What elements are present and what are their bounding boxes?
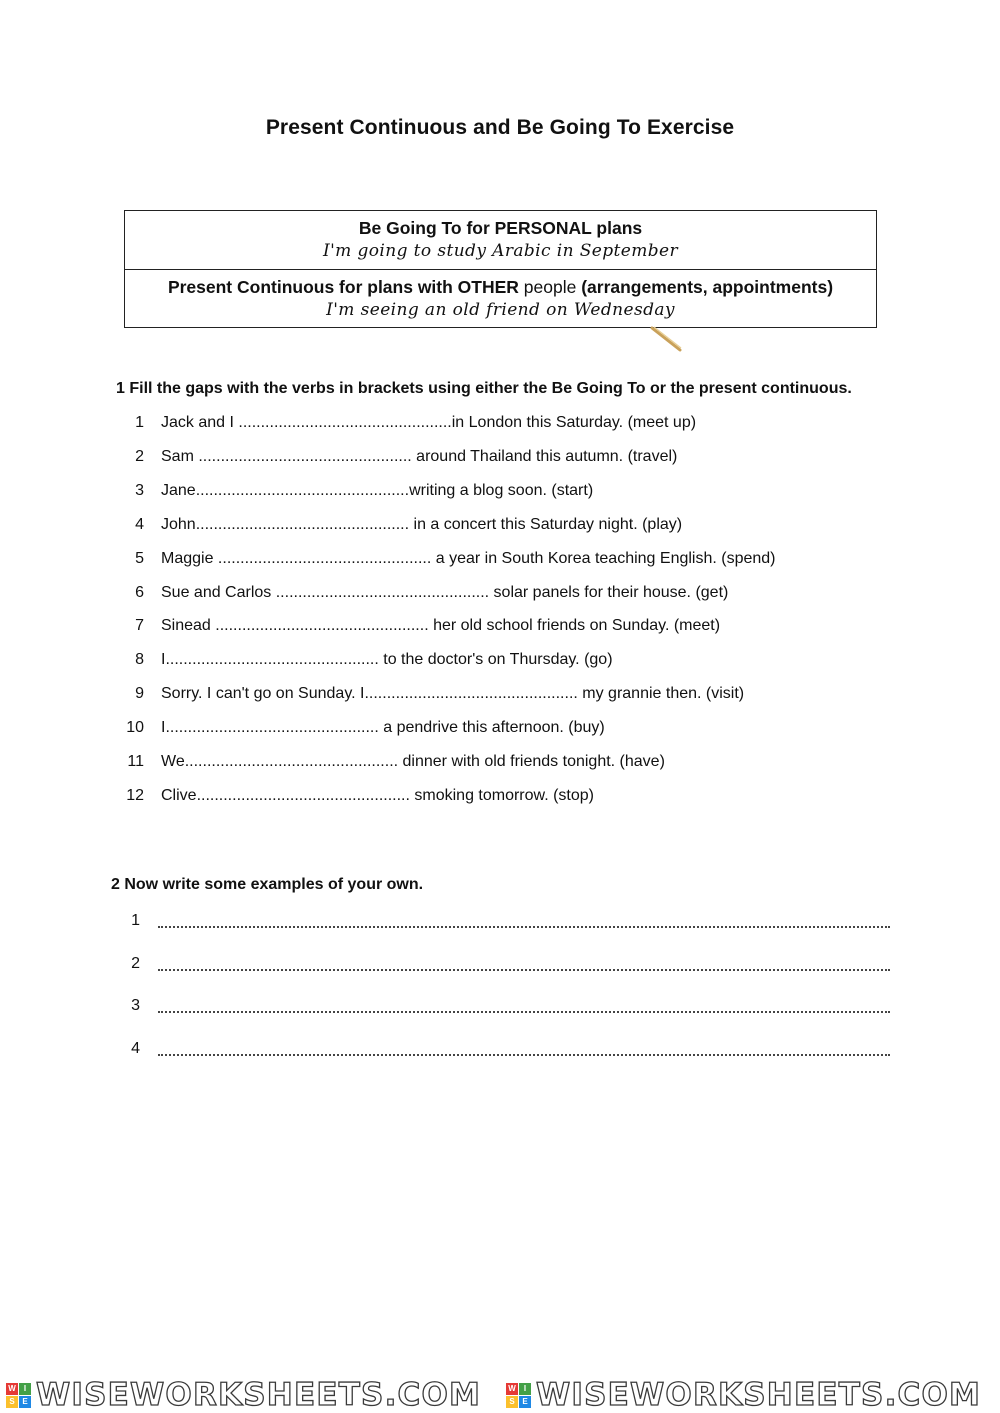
logo-letter: E — [19, 1396, 31, 1408]
item-number: 7 — [135, 617, 144, 635]
item-number: 2 — [135, 447, 144, 465]
worksheet-title: Present Continuous and Be Going To Exercise — [265, 116, 735, 139]
logo-letter: E — [519, 1396, 531, 1408]
own-example-answer-line[interactable] — [158, 926, 890, 928]
own-example-answer-line[interactable] — [158, 1054, 890, 1056]
item-sentence[interactable]: Jack and I ................................................in London this Saturday. (meet up) — [161, 414, 697, 431]
own-example-number: 2 — [131, 954, 140, 972]
rule-pc-heading-part2: people — [518, 277, 582, 297]
rule-present-continuous — [125, 269, 876, 327]
rule-going-to — [125, 211, 876, 269]
logo-letter: I — [19, 1383, 31, 1395]
logo-letter: S — [6, 1396, 18, 1408]
own-example-answer-line[interactable] — [158, 1011, 890, 1013]
item-sentence[interactable]: John................................................ in a concert this Saturday night. (play) — [161, 515, 683, 533]
grammar-rules-box — [124, 210, 877, 328]
item-number: 1 — [135, 414, 144, 431]
rule-going-to-heading: Be Going To for PERSONAL plans — [358, 218, 643, 238]
item-sentence[interactable]: Sinead ................................................ her old school friends on Sunday. (meet) — [161, 617, 721, 635]
item-sentence[interactable]: Sorry. I can't go on Sunday. I................................................ my grannie then. (visit) — [161, 685, 745, 703]
item-sentence[interactable]: Sue and Carlos ................................................ solar panels for their house. (get) — [161, 583, 729, 601]
rule-present-continuous-heading — [125, 276, 876, 298]
rule-going-to-example: I'm going to study Arabic in September — [322, 241, 678, 261]
item-sentence[interactable]: We................................................ dinner with old friends tonight. (have) — [161, 753, 665, 770]
brand-logo-icon — [506, 1383, 532, 1409]
brand-text-right: WISEWORKSHEETS.COM — [536, 1377, 982, 1413]
logo-letter: S — [506, 1396, 518, 1408]
exercise2-instruction: 2 Now write some examples of your own. — [111, 876, 424, 893]
pencil-icon — [650, 326, 684, 354]
item-sentence[interactable]: I................................................ a pendrive this afternoon. (buy) — [161, 719, 605, 737]
item-number: 9 — [135, 685, 144, 703]
own-example-number: 3 — [131, 997, 140, 1014]
item-number: 4 — [135, 515, 144, 533]
item-number: 6 — [135, 583, 144, 601]
item-sentence[interactable]: Sam ................................................ around Thailand this autumn. (travel) — [161, 447, 678, 465]
item-number: 12 — [126, 786, 144, 804]
own-example-row — [0, 994, 1000, 1018]
item-sentence[interactable]: Jane................................................writing a blog soon. (start) — [161, 481, 594, 499]
item-sentence[interactable]: Maggie ................................................ a year in South Korea teaching English. (spend) — [161, 549, 776, 567]
brand-text-left: WISEWORKSHEETS.COM — [36, 1377, 482, 1413]
rule-present-continuous-example: I'm seeing an old friend on Wednesday — [326, 300, 675, 320]
logo-letter: W — [6, 1383, 18, 1395]
item-number: 11 — [127, 753, 144, 770]
brand-logo-icon — [6, 1383, 32, 1409]
item-number: 3 — [135, 481, 144, 499]
rule-pc-heading-part3: (arrangements, appointments) — [581, 277, 834, 297]
logo-letter: W — [506, 1383, 518, 1395]
own-example-number: 1 — [131, 912, 140, 929]
own-example-answer-line[interactable] — [158, 969, 890, 971]
item-number: 10 — [126, 719, 144, 737]
exercise1-instruction: 1 Fill the gaps with the verbs in brackets using either the Be Going To or the present continuous. — [116, 380, 852, 397]
own-example-row — [0, 1037, 1000, 1061]
own-example-row — [0, 909, 1000, 933]
item-sentence[interactable]: I................................................ to the doctor's on Thursday. (go) — [161, 651, 613, 669]
rule-pc-heading-part1: Present Continuous for plans with OTHER — [167, 277, 519, 297]
own-example-number: 4 — [131, 1039, 140, 1057]
logo-letter: I — [519, 1383, 531, 1395]
own-example-row — [0, 952, 1000, 976]
item-number: 5 — [135, 549, 144, 567]
item-sentence[interactable]: Clive................................................ smoking tomorrow. (stop) — [161, 786, 594, 804]
item-number: 8 — [135, 651, 144, 669]
footer-watermark — [0, 1375, 1000, 1413]
